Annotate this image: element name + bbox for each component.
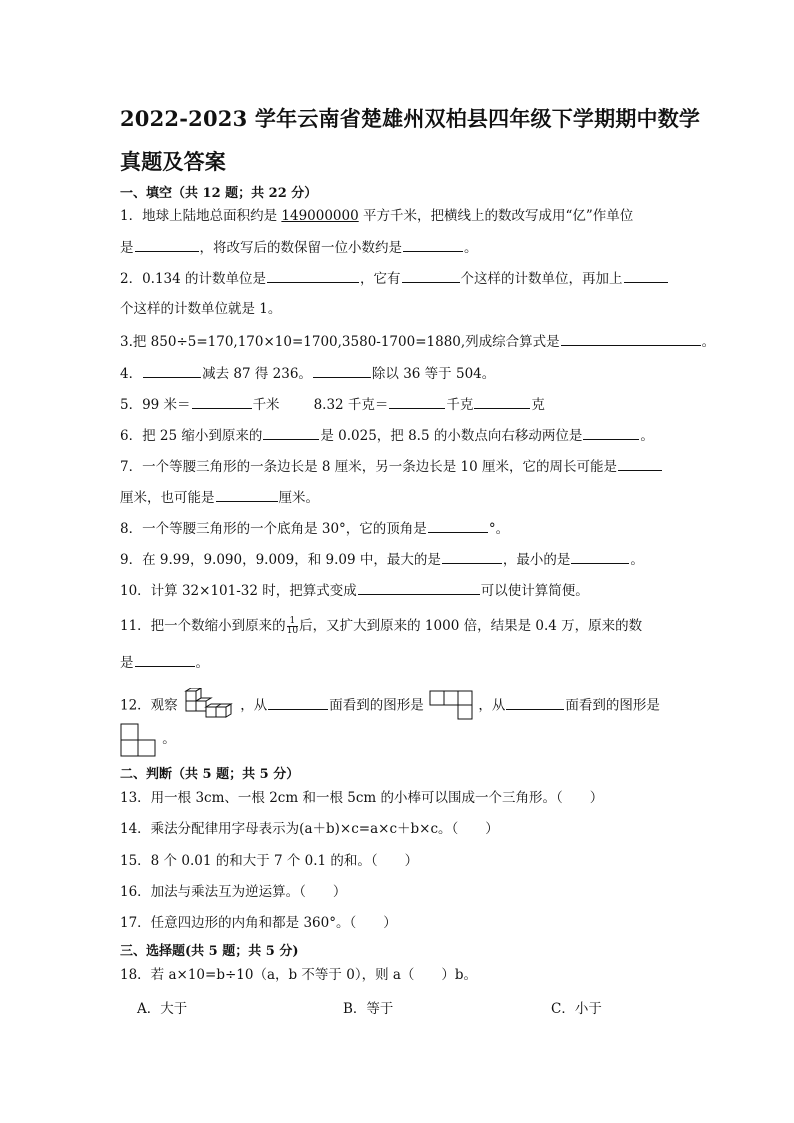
question-5: 5．99 米＝ 千米 8.32 千克＝ 千克 克 xyxy=(120,394,545,415)
option-c[interactable]: C．小于 xyxy=(551,1001,602,1017)
section-true-false: 二、判断（共 5 题；共 5 分） xyxy=(120,767,300,782)
question-12-line1: 12．观察 ，从 面看到的图形是 ，从 面看到的图形是 xyxy=(120,688,660,724)
question-15: 15．8 个 0.01 的和大于 7 个 0.1 的和。（ ） xyxy=(120,853,419,869)
answer-blank[interactable] xyxy=(313,363,371,378)
answer-blank[interactable] xyxy=(402,268,460,283)
answer-blank[interactable] xyxy=(216,487,278,502)
answer-blank[interactable] xyxy=(561,331,701,346)
question-7-line2: 厘米，也可能是 厘米。 xyxy=(120,487,319,508)
question-2-line2: 个这样的计数单位就是 1。 xyxy=(120,301,282,317)
cube-stack-figure xyxy=(182,688,236,724)
question-1-line2: 是 ，将改写后的数保留一位小数约是 。 xyxy=(120,237,478,258)
question-7-line1: 7．一个等腰三角形的一条边长是 8 厘米，另一条边长是 10 厘米，它的周长可能是 xyxy=(120,456,663,477)
question-17: 17．任意四边形的内角和都是 360°。（ ） xyxy=(120,915,397,931)
answer-blank[interactable] xyxy=(618,456,662,471)
question-4: 4． 减去 87 得 236。 除以 36 等于 504。 xyxy=(120,363,495,384)
view-shape-figure-2 xyxy=(120,722,158,758)
answer-blank[interactable] xyxy=(506,695,564,710)
answer-blank[interactable] xyxy=(263,425,319,440)
answer-blank[interactable] xyxy=(143,363,201,378)
doc-title-line2: 真题及答案 xyxy=(120,149,226,174)
answer-blank[interactable] xyxy=(358,580,480,595)
question-8: 8．一个等腰三角形的一个底角是 30°，它的顶角是 °。 xyxy=(120,518,509,539)
question-9: 9．在 9.99，9.090，9.009，和 9.09 中，最大的是 ，最小的是 。 xyxy=(120,549,644,570)
question-10: 10．计算 32×101-32 时，把算式变成 可以使计算简便。 xyxy=(120,580,589,601)
doc-title-line1: 2022-2023 学年云南省楚雄州双柏县四年级下学期期中数学 xyxy=(120,106,701,131)
answer-blank[interactable] xyxy=(403,237,463,252)
answer-blank[interactable] xyxy=(268,695,328,710)
answer-blank[interactable] xyxy=(442,549,502,564)
option-a[interactable]: A．大于 xyxy=(137,1001,188,1017)
answer-blank[interactable] xyxy=(135,237,199,252)
answer-blank[interactable] xyxy=(267,268,359,283)
section-multiple-choice: 三、选择题(共 5 题；共 5 分) xyxy=(120,944,299,959)
answer-blank[interactable] xyxy=(389,394,445,409)
question-3: 3.把 850÷5=170,170×10=1700,3580-1700=1880,列成综合算式是 。 xyxy=(120,331,715,352)
answer-blank[interactable] xyxy=(474,394,530,409)
question-13: 13．用一根 3cm、一根 2cm 和一根 5cm 的小棒可以围成一个三角形。（ ） xyxy=(120,790,604,806)
fraction: $\frac{1}{10}$ xyxy=(286,616,299,636)
answer-blank[interactable] xyxy=(583,425,639,440)
section-fill-in: 一、填空（共 12 题；共 22 分） xyxy=(120,186,318,201)
answer-blank[interactable] xyxy=(192,394,252,409)
answer-blank[interactable] xyxy=(624,268,668,283)
question-11-line1: 11．把一个数缩小到原来的 $\frac{1}{10}$ 后，又扩大到原来的 1000 倍，结果是 0.4 万，原来的数 xyxy=(120,616,643,636)
view-shape-figure-1 xyxy=(428,689,474,723)
question-1-line1: 1．地球上陆地总面积约是 149000000 平方千米，把横线上的数改写成用“亿”作单位 xyxy=(120,208,634,224)
question-11-line2: 是 。 xyxy=(120,652,209,673)
question-16: 16．加法与乘法互为逆运算。（ ） xyxy=(120,884,347,900)
answer-blank[interactable] xyxy=(428,518,488,533)
question-14: 14．乘法分配律用字母表示为(a＋b)×c=a×c＋b×c。（ ） xyxy=(120,821,499,837)
question-12-line2: 。 xyxy=(120,720,176,758)
answer-blank[interactable] xyxy=(135,652,195,667)
option-b[interactable]: B．等于 xyxy=(343,1001,394,1017)
question-2-line1: 2．0.134 的计数单位是 ，它有 个这样的计数单位，再加上 xyxy=(120,268,669,289)
answer-blank[interactable] xyxy=(571,549,629,564)
underlined-number: 149000000 xyxy=(281,208,359,224)
question-6: 6．把 25 缩小到原来的 是 0.025，把 8.5 的小数点向右移动两位是 。 xyxy=(120,425,654,446)
question-18: 18．若 a×10=b÷10（a，b 不等于 0），则 a（ ）b。 xyxy=(120,967,478,983)
